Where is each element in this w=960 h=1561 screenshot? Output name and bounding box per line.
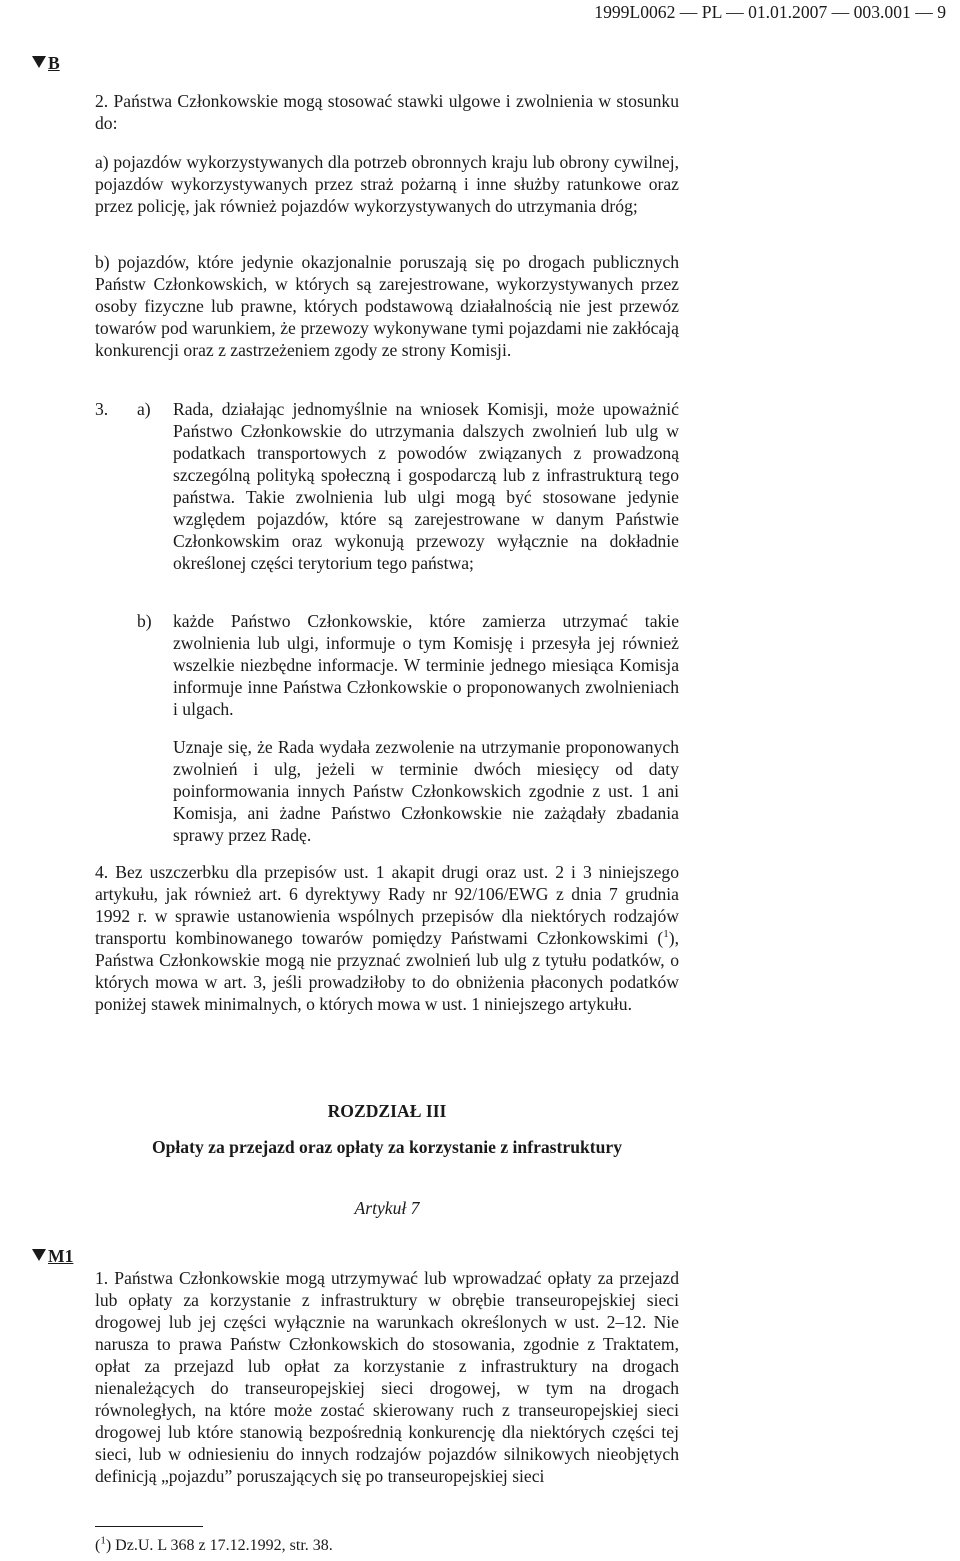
paragraph-text-part: ), Państwa Członkowskie mogą nie przyznać zwolnień lub ulg z tytułu podatków, o których mowa w art. 3, jeśli prowadziłoby to do obniżenia płaconych podatków poniżej stawek minimalnych, o których mowa w ust. 1 niniejszego artykułu. bbox=[95, 928, 679, 1014]
paragraph-3-point-b-continuation bbox=[173, 736, 679, 846]
paragraph-2-point-a bbox=[95, 151, 679, 217]
paragraph-text: a) pojazdów wykorzystywanych dla potrzeb obronnych kraju lub obrony cywilnej, pojazdów wykorzystywanych przez straż pożarną i inne służby ratunkowe oraz przez policję, jak również pojazdów wykorzystywanych do utrzymania dróg; bbox=[95, 152, 679, 216]
paragraph-text: 2. Państwa Członkowskie mogą stosować stawki ulgowe i zwolnienia w stosunku do: bbox=[95, 91, 679, 133]
amendment-marker-m1[interactable] bbox=[32, 1245, 73, 1267]
paragraph-text: Rada, działając jednomyślnie na wniosek Komisji, może upoważnić Państwo Członkowskie do utrzymania dalszych zwolnień lub ulg w podatkach transportowych z powodów związanych z prowadzoną szczególną polityką społeczną i gospodarczą lub z infrastrukturą tego państwa. Takie zwolnienia lub ulgi mogą być stosowane jedynie względem pojazdów, które są zarejestrowane w danym Państwie Członkowskim oraz wykonują przewozy wyłącznie na dokładnie określonej części terytorium tego państwa; bbox=[173, 399, 679, 573]
paragraph-4 bbox=[95, 861, 679, 1015]
paragraph-3-point-b bbox=[173, 610, 679, 720]
triangle-down-icon bbox=[32, 1249, 46, 1261]
paragraph-3-number: 3. bbox=[95, 399, 109, 419]
paragraph-text: Uznaje się, że Rada wydała zezwolenie na utrzymanie proponowanych zwolnień i ulg, jeżeli w terminie dwóch miesięcy od daty poinformowania innych Państw Członkowskich zgodnie z ust. 1 ani Komisja, ani żadne Państwo Członkowskie nie zażądały zbadania sprawy przez Radę. bbox=[173, 737, 679, 845]
paragraph-text: b) pojazdów, które jedynie okazjonalnie poruszają się po drogach publicznych Państw Członkowskich, w których są zarejestrowane, wykorzystywanych przez osoby fizyczne lub prawne, których podstawową działalnością nie jest przewóz towarów pod warunkiem, że przewozy wykonywane tymi pojazdami nie zakłócają konkurencji oraz z zastrzeżeniem zgody ze strony Komisji. bbox=[95, 252, 679, 360]
paragraph-text: każde Państwo Członkowskie, które zamierza utrzymać takie zwolnienia lub ulgi, informuje o tym Komisję i przesyła jej również wszelkie niezbędne informacje. W terminie jednego miesiąca Komisja informuje inne Państwa Członkowskie o proponowanych zwolnieniach i ulgach. bbox=[173, 611, 679, 719]
paragraph-text: 1. Państwa Członkowskie mogą utrzymywać lub wprowadzać opłaty za przejazd lub opłaty za korzystanie z infrastruktury w obrębie transeuropejskiej sieci drogowej lub jej części wyłącznie na warunkach określonych w ust. 2–12. Nie narusza to prawa Państw Członkowskich do stosowania, zgodnie z Traktatem, opłat za przejazd lub opłat za korzystanie z infrastruktury na drogach nienależących do transeuropejskiej sieci drogowej, w tym na drogach równoległych, na które może zostać skierowany ruch z transeuropejskiej sieci drogowej lub które stanowią bezpośrednią konkurencję dla niektórych części tej sieci, lub w odniesieniu do innych rodzajów pojazdów silnikowych nieobjętych definicją „pojazdu” poruszających się po transeuropejskiej sieci bbox=[95, 1268, 679, 1486]
paragraph-3-a-label: a) bbox=[137, 399, 151, 419]
paragraph-text-part: 4. Bez uszczerbku dla przepisów ust. 1 akapit drugi oraz ust. 2 i 3 niniejszego artykułu, jak również art. 6 dyrektywy Rady nr 92/106/EWG z dnia 7 grudnia 1992 r. w sprawie ustanowienia wspólnych przepisów dla niektórych rodzajów transportu kombinowanego towarów pomiędzy Państwami Członkowskimi ( bbox=[95, 862, 679, 948]
paragraph-2-intro bbox=[95, 90, 679, 134]
triangle-down-icon bbox=[32, 56, 46, 68]
article-7-paragraph-1 bbox=[95, 1267, 679, 1487]
running-header: 1999L0062 — PL — 01.01.2007 — 003.001 — 9 bbox=[594, 2, 946, 22]
amendment-marker-b[interactable] bbox=[32, 52, 60, 74]
chapter-title: Opłaty za przejazd oraz opłaty za korzystanie z infrastruktury bbox=[151, 1137, 623, 1157]
article-heading: Artykuł 7 bbox=[354, 1198, 420, 1218]
paragraph-2-point-b bbox=[95, 251, 679, 361]
paragraph-3-b-label: b) bbox=[137, 611, 152, 631]
footnote-divider bbox=[95, 1526, 203, 1527]
marker-code: B bbox=[48, 53, 60, 73]
footnote-number: 1 bbox=[100, 1534, 106, 1547]
paragraph-3-point-a bbox=[173, 398, 679, 574]
marker-code: M1 bbox=[48, 1246, 74, 1266]
footnote-reference[interactable]: 1 bbox=[663, 928, 669, 941]
chapter-number: ROZDZIAŁ III bbox=[327, 1101, 447, 1121]
paragraph-text bbox=[95, 861, 679, 1015]
footnote: ($^1$) Dz.U. L 368 z 17.12.1992, str. 38. bbox=[95, 1534, 333, 1554]
footnote-text: Dz.U. L 368 z 17.12.1992, str. 38. bbox=[115, 1537, 333, 1554]
